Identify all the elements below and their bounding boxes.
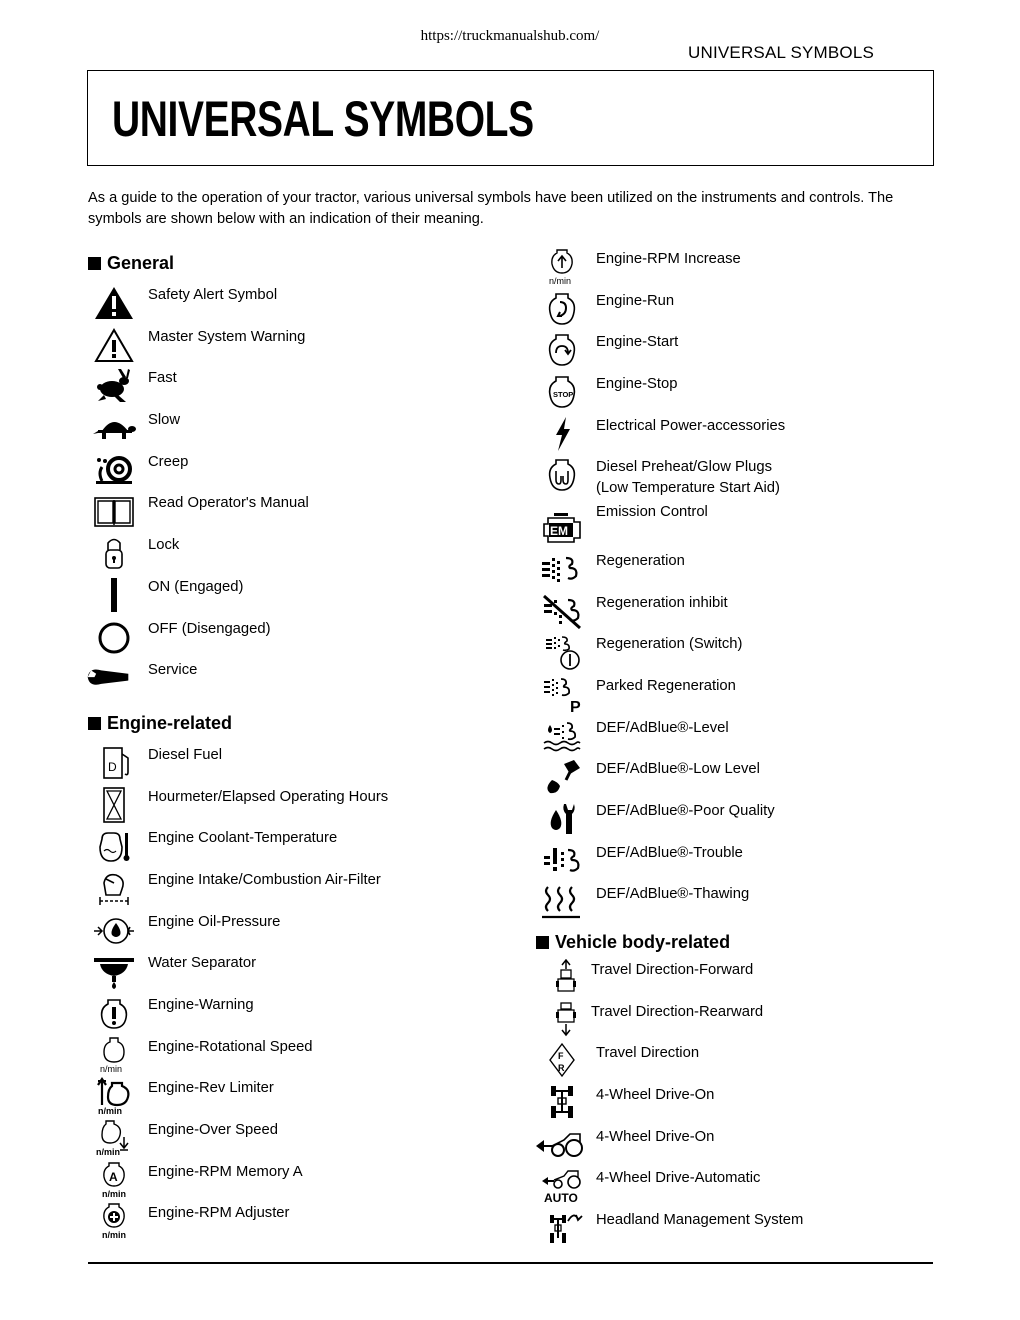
symbol-label: Regeneration inhibit	[596, 594, 728, 611]
symbol-row	[536, 798, 956, 840]
footer-divider	[88, 1262, 933, 1264]
symbol-row	[88, 742, 518, 784]
symbol-row	[88, 1034, 518, 1076]
symbol-row	[88, 1200, 518, 1242]
regeneration-icon	[540, 550, 584, 588]
symbol-row	[88, 449, 518, 491]
symbol-label: Read Operator's Manual	[148, 495, 309, 512]
coolant-temp-icon	[92, 827, 136, 865]
symbol-label: DEF/AdBlue®-Poor Quality	[596, 802, 775, 819]
def-trouble-icon	[540, 842, 584, 880]
vehicle-heading	[536, 929, 956, 955]
master-warning-icon	[92, 326, 136, 364]
symbol-label: Creep	[148, 453, 189, 470]
symbol-label: Lock	[148, 537, 180, 554]
svg-text:P: P	[570, 698, 581, 713]
symbol-row	[88, 1117, 518, 1159]
left-column	[88, 250, 518, 1242]
symbol-row	[536, 715, 956, 757]
symbol-row	[88, 867, 518, 909]
symbol-label: Engine-Stop	[596, 376, 678, 393]
symbol-label: Engine-Rotational Speed	[148, 1038, 313, 1055]
symbol-label: Regeneration (Switch)	[596, 636, 743, 653]
wrench-icon	[86, 659, 130, 697]
travel-rearward-icon	[540, 1001, 584, 1039]
engine-start-icon	[540, 331, 584, 369]
symbol-label: Fast	[148, 370, 177, 387]
travel-forward-icon	[540, 959, 584, 997]
symbol-label: Service	[148, 662, 198, 679]
svg-text:EM: EM	[550, 524, 568, 539]
svg-text:n/min: n/min	[102, 1230, 126, 1241]
tractor-4wd-auto-icon	[540, 1167, 584, 1205]
right-column	[536, 246, 956, 1249]
symbol-label: Emission Control	[596, 504, 708, 521]
symbol-label-line-2: (Low Temperature Start Aid)	[596, 480, 780, 497]
symbol-label: Engine Intake/Combustion Air-Filter	[148, 871, 381, 888]
title-box	[87, 70, 934, 166]
manual-book-icon	[92, 492, 136, 530]
symbol-label: Travel Direction-Rearward	[591, 1003, 764, 1020]
symbol-row	[88, 282, 518, 324]
symbol-label: Engine-Start	[596, 334, 679, 351]
rabbit-icon	[92, 367, 136, 405]
symbol-row	[536, 371, 956, 413]
rpm-memory-a-icon	[92, 1161, 136, 1199]
symbol-label: Engine-Rev Limiter	[148, 1080, 274, 1097]
symbol-row	[536, 881, 956, 923]
symbol-row	[88, 950, 518, 992]
engine-heading-label: Engine-related	[107, 712, 233, 733]
running-header: UNIVERSAL SYMBOLS	[688, 43, 875, 62]
over-speed-icon	[92, 1119, 136, 1157]
symbol-row	[88, 324, 518, 366]
parked-regeneration-icon	[540, 675, 584, 713]
symbol-row	[88, 407, 518, 449]
engine-speed-icon	[92, 1036, 136, 1074]
tractor-4wd-icon	[534, 1126, 584, 1164]
def-poor-quality-icon	[540, 800, 584, 838]
symbol-row	[88, 365, 518, 407]
symbol-row	[536, 1040, 956, 1082]
regeneration-inhibit-icon	[540, 592, 584, 630]
on-bar-icon	[92, 576, 136, 614]
symbol-row	[536, 957, 956, 999]
svg-text:n/min: n/min	[96, 1147, 120, 1158]
glow-plug-icon	[540, 456, 584, 494]
lightning-icon	[540, 415, 584, 453]
symbol-label: 4-Wheel Drive-Automatic	[596, 1170, 761, 1187]
four-wheel-drive-icon	[540, 1084, 584, 1122]
symbol-row	[88, 574, 518, 616]
symbol-label: Electrical Power-accessories	[596, 417, 786, 434]
rpm-increase-icon	[540, 248, 584, 286]
svg-text:n/min: n/min	[102, 1188, 126, 1199]
def-low-level-icon	[540, 758, 584, 796]
svg-text:n/min: n/min	[549, 276, 572, 286]
general-heading-label: General	[107, 253, 175, 273]
snail-icon	[92, 451, 136, 489]
symbol-label: 4-Wheel Drive-On	[596, 1087, 715, 1104]
symbol-label: Water Separator	[148, 955, 257, 972]
diesel-fuel-icon	[92, 744, 136, 782]
air-filter-icon	[92, 869, 136, 907]
symbol-label: ON (Engaged)	[148, 578, 244, 595]
symbol-row	[536, 246, 956, 288]
symbol-row	[88, 992, 518, 1034]
headland-management-icon	[540, 1209, 584, 1247]
symbol-row	[536, 506, 956, 548]
symbol-row	[536, 1124, 956, 1166]
engine-warning-icon	[92, 994, 136, 1032]
symbol-label: Engine-Run	[596, 292, 675, 309]
engine-heading	[88, 710, 518, 736]
rpm-adjuster-icon	[92, 1202, 136, 1240]
symbol-label: Engine-Warning	[148, 997, 254, 1013]
symbol-label: Hourmeter/Elapsed Operating Hours	[148, 788, 389, 805]
symbol-row	[88, 657, 518, 699]
symbol-label: DEF/AdBlue®-Low Level	[596, 761, 760, 778]
svg-text:R: R	[558, 1063, 565, 1074]
symbol-label: Travel Direction	[596, 1045, 700, 1062]
symbol-label: Headland Management System	[596, 1212, 804, 1229]
symbol-label: DEF/AdBlue®-Thawing	[596, 886, 750, 903]
page-title: UNIVERSAL SYMBOLS	[112, 91, 534, 147]
symbol-row	[536, 631, 956, 673]
symbol-label: Travel Direction-Forward	[591, 962, 754, 978]
svg-text:D: D	[108, 759, 117, 774]
symbol-row	[88, 1075, 518, 1117]
symbol-label: Engine-RPM Increase	[596, 251, 741, 267]
symbol-label: Engine Oil-Pressure	[148, 913, 281, 930]
symbol-label: DEF/AdBlue®-Trouble	[596, 844, 743, 861]
symbol-label: Engine-RPM Memory A	[148, 1163, 303, 1180]
symbol-row	[536, 673, 956, 715]
symbol-label: Engine Coolant-Temperature	[148, 830, 338, 847]
symbol-label: 4-Wheel Drive-On	[596, 1128, 715, 1145]
def-level-icon	[540, 717, 584, 755]
svg-text:n/min: n/min	[100, 1063, 123, 1074]
square-bullet-icon	[536, 936, 549, 949]
svg-text:AUTO: AUTO	[544, 1191, 578, 1206]
symbol-label: Slow	[148, 412, 181, 429]
symbol-row	[88, 784, 518, 826]
symbol-row	[88, 616, 518, 658]
def-thawing-icon	[540, 883, 584, 921]
rev-limiter-icon	[92, 1077, 136, 1115]
intro-paragraph: As a guide to the operation of your tractor, various universal symbols have been utilized on the instruments and controls. The symbols are shown below with an indication of their meaning.	[88, 190, 894, 227]
source-url[interactable]: https://truckmanualshub.com/	[420, 28, 600, 44]
symbol-row	[536, 840, 956, 882]
square-bullet-icon	[88, 717, 101, 730]
symbol-label: Regeneration	[596, 552, 685, 569]
travel-direction-icon	[540, 1042, 584, 1080]
lock-icon	[92, 534, 136, 572]
svg-text:A: A	[109, 1169, 118, 1184]
safety-alert-icon	[92, 284, 136, 322]
regeneration-switch-icon	[540, 633, 584, 671]
symbol-row	[88, 825, 518, 867]
off-circle-icon	[92, 618, 136, 656]
symbol-row	[536, 329, 956, 371]
svg-text:STOP: STOP	[553, 390, 574, 400]
symbol-row	[536, 590, 956, 632]
symbol-row	[536, 288, 956, 330]
square-bullet-icon	[88, 257, 101, 270]
symbol-row	[536, 999, 956, 1041]
symbol-row	[88, 1159, 518, 1201]
symbol-row	[88, 532, 518, 574]
symbol-label: OFF (Disengaged)	[148, 620, 271, 637]
symbol-label: Engine-RPM Adjuster	[148, 1205, 290, 1222]
svg-text:F: F	[558, 1051, 564, 1062]
symbol-row	[88, 490, 518, 532]
water-separator-icon	[92, 952, 136, 990]
symbol-row	[88, 909, 518, 951]
symbol-label: Safety Alert Symbol	[148, 287, 278, 303]
svg-text:n/min: n/min	[98, 1106, 122, 1116]
hourglass-icon	[92, 786, 136, 824]
symbol-row	[536, 1207, 956, 1249]
engine-run-icon	[540, 290, 584, 328]
symbol-row	[536, 1082, 956, 1124]
turtle-icon	[92, 409, 136, 447]
symbol-label: DEF/AdBlue®-Level	[596, 719, 729, 736]
symbol-label: Master System Warning	[148, 328, 306, 345]
general-heading	[88, 250, 518, 276]
symbol-label: Parked Regeneration	[596, 677, 736, 694]
symbol-label: Diesel Preheat/Glow Plugs	[596, 459, 773, 476]
emission-control-icon	[540, 508, 584, 546]
engine-stop-icon	[540, 373, 584, 411]
symbol-row	[536, 413, 956, 455]
symbol-label: Diesel Fuel	[148, 746, 223, 763]
symbol-label: Engine-Over Speed	[148, 1122, 278, 1139]
symbol-row	[536, 454, 956, 496]
vehicle-heading-label: Vehicle body-related	[555, 932, 731, 952]
symbol-row	[536, 1165, 956, 1207]
oil-pressure-icon	[92, 911, 136, 949]
symbol-row	[536, 548, 956, 590]
symbol-row	[536, 756, 956, 798]
